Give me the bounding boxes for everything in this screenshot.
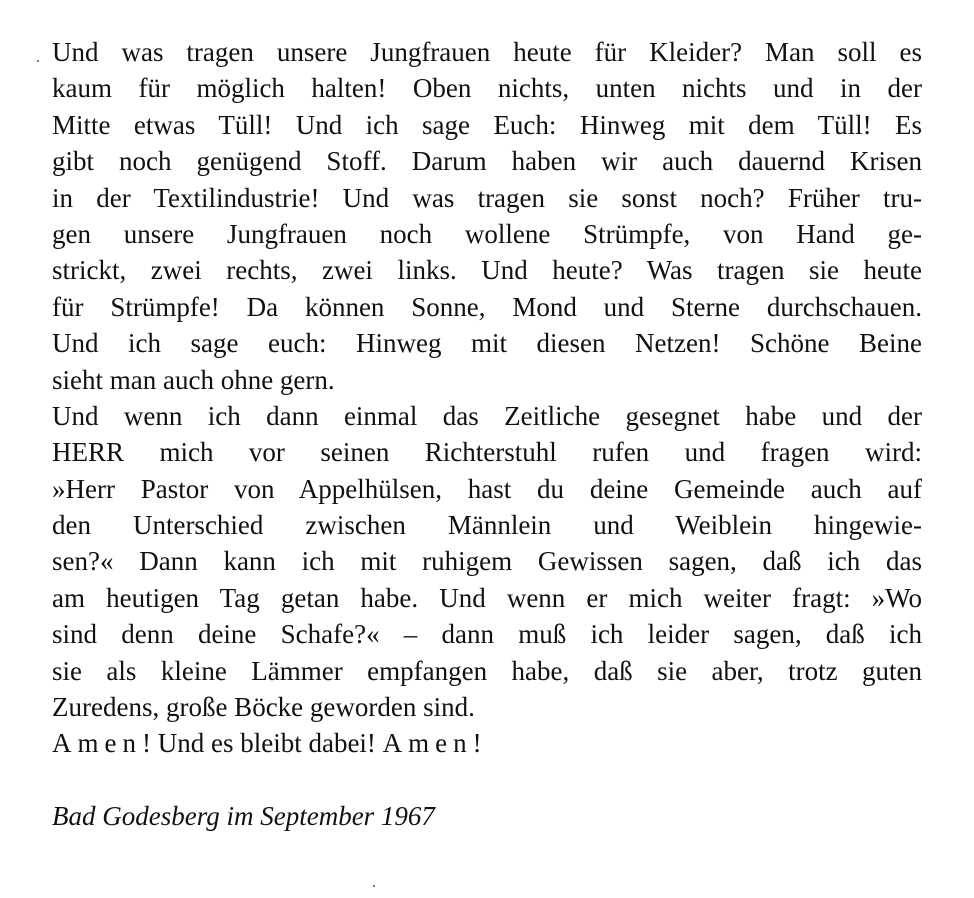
text-line: »Herr Pastor von Appelhülsen, hast du deine Gemeinde auch auf [52,473,922,504]
amen-word: Amen [382,728,473,759]
text-line: Zuredens, große Böcke geworden sind. [52,692,475,723]
text-line: kaum für möglich halten! Oben nichts, unten nichts und in der [52,73,922,104]
paragraph-2 [52,398,922,726]
scan-speck [373,885,375,887]
amen-word: Amen [52,728,142,759]
text-line: sie als kleine Lämmer empfangen habe, daß sie aber, trotz guten [52,655,922,686]
text-line: Und was tragen unsere Jungfrauen heute für Kleider? Man soll es [52,37,922,67]
document-body [52,34,922,762]
text-line: am heutigen Tag getan habe. Und wenn er mich weiter fragt: »Wo [52,582,922,613]
closing-end-text: ! [472,728,482,759]
text-line: sieht man auch ohne gern. [52,364,335,395]
place-date-signature: Bad Godesberg im September 1967 [52,801,435,831]
text-line: für Strümpfe! Da können Sonne, Mond und Sterne durchschauen. [52,291,922,322]
text-line: gibt noch genügend Stoff. Darum haben wir auch dauernd Krisen [52,146,922,177]
text-line: HERR mich vor seinen Richterstuhl rufen und fragen wird: [52,437,922,468]
text-line: strickt, zwei rechts, zwei links. Und heute? Was tragen sie heute [52,255,922,286]
text-line: Und wenn ich dann einmal das Zeitliche gesegnet habe und der [52,400,922,431]
text-line: den Unterschied zwischen Männlein und Weiblein hingewie- [52,510,922,541]
text-line: Und ich sage euch: Hinweg mit diesen Netzen! Schöne Beine [52,328,922,359]
paragraph-1 [52,34,922,398]
text-line: sen?« Dann kann ich mit ruhigem Gewissen sagen, daß ich das [52,546,922,577]
text-line: sind denn deine Schafe?« – dann muß ich leider sagen, daß ich [52,619,922,650]
text-line: in der Textilindustrie! Und was tragen sie sonst noch? Früher tru- [52,182,922,213]
text-line: gen unsere Jungfrauen noch wollene Strümpfe, von Hand ge- [52,218,922,249]
scan-speck [37,60,39,62]
text-line: Mitte etwas Tüll! Und ich sage Euch: Hinweg mit dem Tüll! Es [52,109,922,140]
closing-middle-text: ! Und es bleibt dabei! [141,728,383,759]
closing-line [52,725,922,761]
